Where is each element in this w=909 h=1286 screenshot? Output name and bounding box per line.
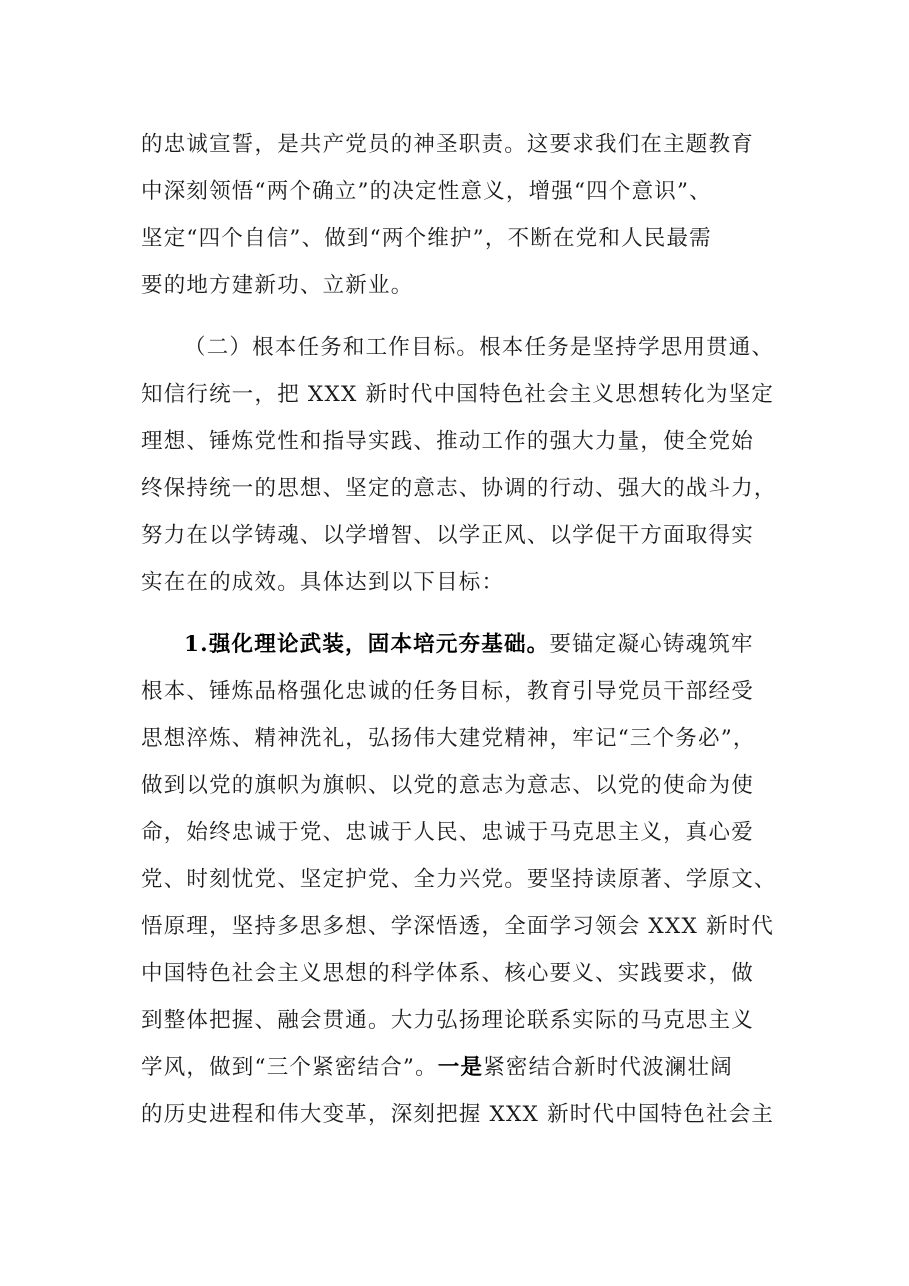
text-line: 命，始终忠诚于党、忠诚于人民、忠诚于马克思主义，真心爱	[141, 820, 754, 845]
subheading-title: 1.强化理论武装，固本培元夯基础。	[184, 632, 550, 657]
emphasis-text: 一是	[437, 1055, 484, 1080]
text-line: 要的地方建新功、立新业。	[141, 273, 414, 298]
section-heading-line: （二）根本任务和工作目标。根本任务是坚持学思用贯通、	[184, 335, 775, 360]
text-line: 中深刻领悟“两个确立”的决定性意义，增强“四个意识”、	[141, 179, 712, 204]
text-line: 中国特色社会主义思想的科学体系、核心要义、实践要求，做	[141, 961, 754, 986]
text-line: 理想、锤炼党性和指导实践、推动工作的强大力量，使全党始	[141, 429, 754, 454]
text-line	[141, 1051, 733, 1085]
text-line: 坚定“四个自信”、做到“两个维护”，不断在党和人民最需	[141, 226, 712, 251]
text-line: 的历史进程和伟大变革，深刻把握 XXX 新时代中国特色社会主	[141, 1102, 775, 1127]
text-line: 知信行统一，把 XXX 新时代中国特色社会主义思想转化为坚定	[141, 382, 775, 407]
text-line: 做到以党的旗帜为旗帜、以党的意志为意志、以党的使命为使	[141, 773, 754, 798]
text-segment: 紧密结合新时代波澜壮阔	[483, 1055, 733, 1080]
text-line: 终保持统一的思想、坚定的意志、协调的行动、强大的战斗力，	[141, 476, 777, 501]
text-line: 实在在的成效。具体达到以下目标：	[141, 570, 505, 595]
text-line: 到整体把握、融会贯通。大力弘扬理论联系实际的马克思主义	[141, 1008, 754, 1033]
text-segment: 学风，做到“三个紧密结合”。	[141, 1055, 438, 1080]
text-line: 的忠诚宣誓，是共产党员的神圣职责。这要求我们在主题教育	[141, 132, 754, 157]
text-line: 努力在以学铸魂、以学增智、以学正风、以学促干方面取得实	[141, 523, 754, 548]
text-line: 党、时刻忧党、坚定护党、全力兴党。要坚持读原著、学原文、	[141, 867, 777, 892]
subheading-text: 要锚定凝心铸魂筑牢	[549, 632, 754, 657]
text-line: 思想淬炼、精神洗礼，弘扬伟大建党精神，牢记“三个务必”，	[141, 726, 756, 751]
text-line: 根本、锤炼品格强化忠诚的任务目标，教育引导党员干部经受	[141, 679, 754, 704]
text-line: 悟原理，坚持多思多想、学深悟透，全面学习领会 XXX 新时代	[141, 914, 775, 939]
subheading-line	[184, 628, 754, 662]
